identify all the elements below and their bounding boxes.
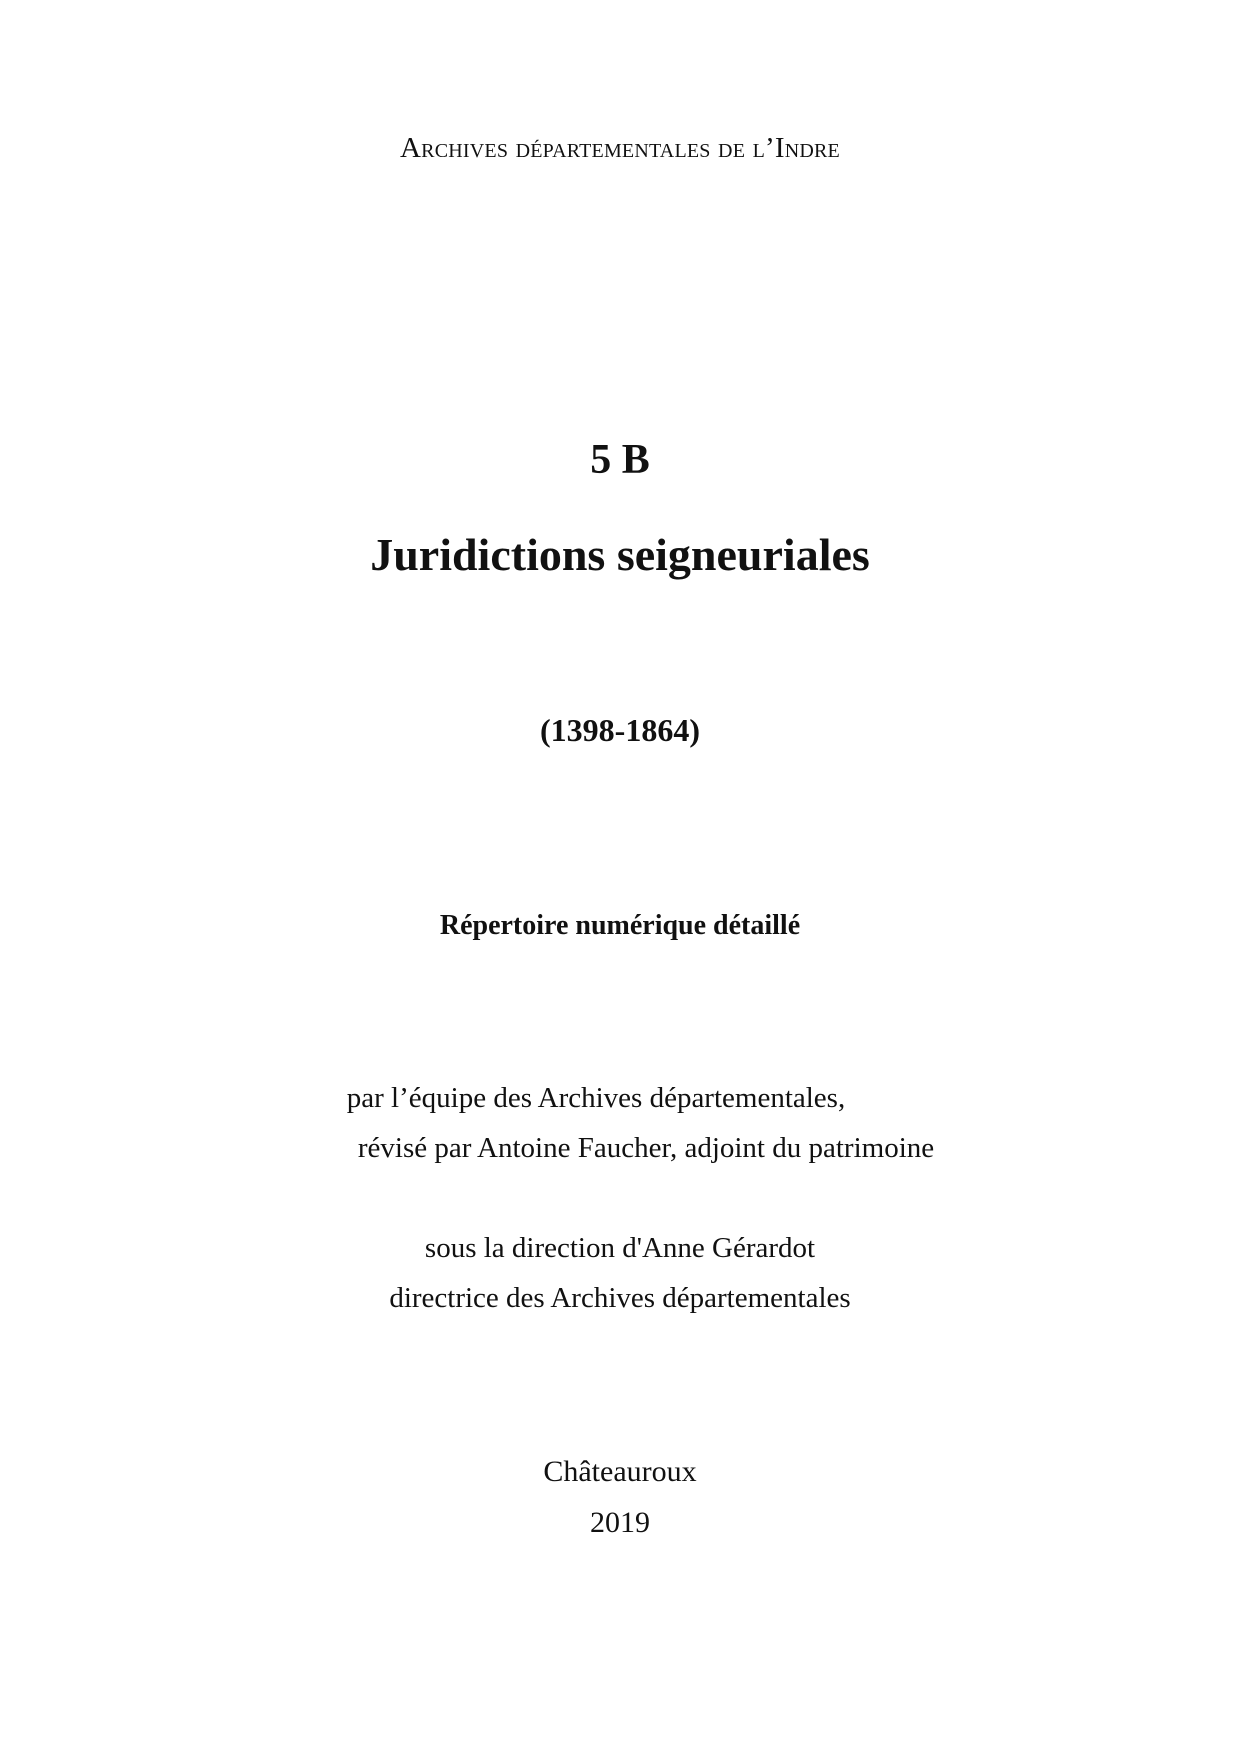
series-code: 5 B (590, 437, 650, 483)
publication-year: 2019 (590, 1506, 650, 1539)
document-type: Répertoire numérique détaillé (439, 910, 801, 941)
credit-line-team: par l’équipe des Archives départementales, (346, 1082, 846, 1114)
page-title: Juridictions seigneuriales (370, 529, 870, 580)
credit-line-revision: révisé par Antoine Faucher, adjoint du patrimoine (357, 1132, 935, 1164)
credit-line-direction: sous la direction d'Anne Gérardot (424, 1232, 816, 1264)
publication-place: Châteauroux (543, 1455, 697, 1488)
institution-header: Archives départementales de l’Indre (400, 132, 840, 164)
credit-line-director-role: directrice des Archives départementales (389, 1282, 851, 1314)
date-range: (1398-1864) (540, 712, 700, 748)
